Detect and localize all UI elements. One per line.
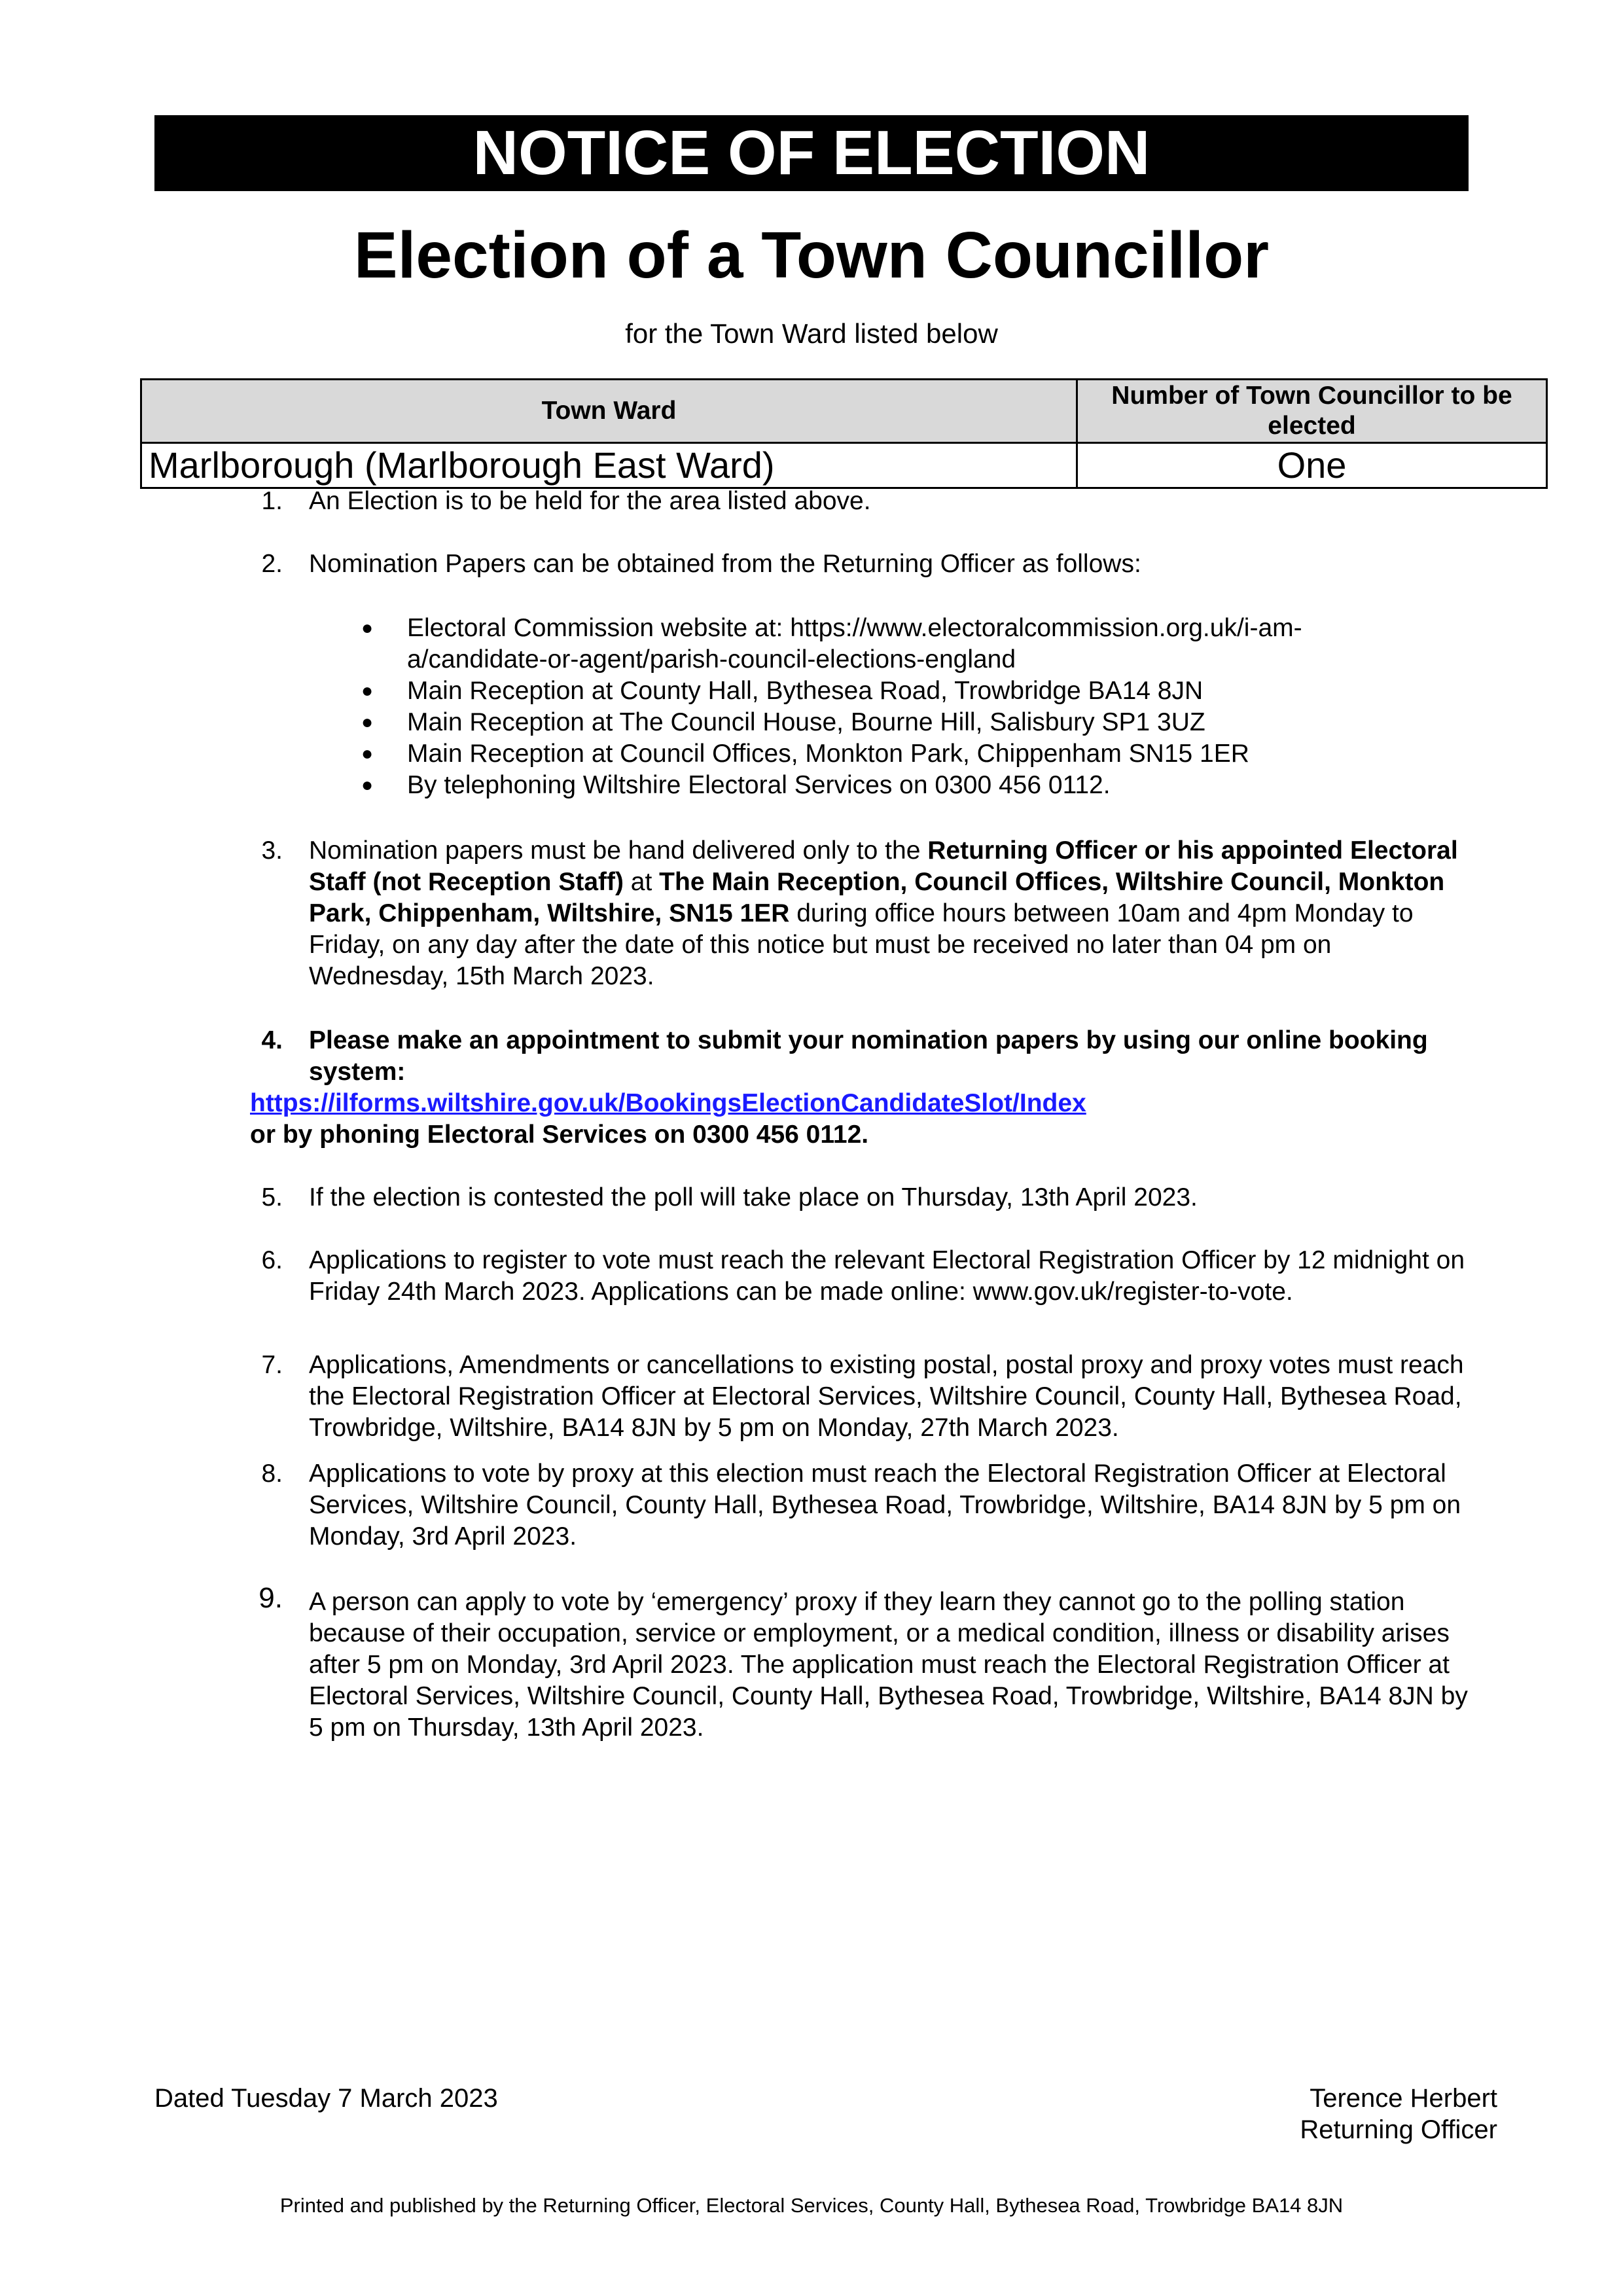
booking-link[interactable]: https://ilforms.wiltshire.gov.uk/BookingsElectionCandidateSlot/Index <box>250 1089 1086 1117</box>
page-title: Election of a Town Councillor <box>353 219 1270 292</box>
bullet-item-chippenham: Main Reception at Council Offices, Monkton Park, Chippenham SN15 1ER <box>407 740 1249 768</box>
ward-name-cell: Marlborough (Marlborough East Ward) <box>141 443 1077 488</box>
column-header-town-ward: Town Ward <box>141 380 1077 443</box>
item-3-address: The Main Reception, Council Offices, Wiltshire Council, Monkton Park, Chippenham, Wiltshire, SN15 1ER <box>309 868 1445 927</box>
item-3-part-e: during office hours between 10am and 4pm Monday to Friday, on any day after the date of this notice but must be received no later than 04 pm on Wednesday, 15th March 2023. <box>309 899 1414 990</box>
item-text-2: Nomination Papers can be obtained from the Returning Officer as follows: <box>309 550 1141 578</box>
item-text-6: Applications to register to vote must reach the relevant Electoral Registration Officer by 12 midnight on Friday 24th March 2023. Applications can be made online: www.gov.uk/register-to-vote. <box>309 1246 1465 1306</box>
bullet-item-salisbury: Main Reception at The Council House, Bourne Hill, Salisbury SP1 3UZ <box>407 708 1205 736</box>
bullet-item-trowbridge: Main Reception at County Hall, Bythesea Road, Trowbridge BA14 8JN <box>407 677 1204 705</box>
item-text-8: Applications to vote by proxy at this election must reach the Electoral Registration Officer at Electoral Services, Wiltshire Council, County Hall, Bythesea Road, Trowbridge, Wiltshire, BA14 8JN by 5 pm on Monday, 3rd April 2023. <box>309 1460 1461 1551</box>
item-3-part-c: at <box>623 868 660 896</box>
item-number-4: 4. <box>261 1026 283 1054</box>
bullet-icon: ● <box>361 743 374 764</box>
bullet-item-website: Electoral Commission website at: https://www.electoralcommission.org.uk/i-am- <box>407 614 1302 642</box>
table-header-row <box>141 380 1547 443</box>
item-3-part-a: Nomination papers must be hand delivered only to the <box>309 836 928 865</box>
bullet-icon: ● <box>361 680 374 702</box>
bullet-item-telephone: By telephoning Wiltshire Electoral Services on 0300 456 0112. <box>407 771 1111 799</box>
item-text-3 <box>309 835 1461 992</box>
item-text-1: An Election is to be held for the area listed above. <box>309 487 871 515</box>
item-text-4: Please make an appointment to submit your nomination papers by using our online booking system: <box>309 1026 1428 1086</box>
item-number-7: 7. <box>261 1351 283 1379</box>
item-number-1: 1. <box>261 487 283 515</box>
item-number-9: 9. <box>259 1582 283 1614</box>
item-number-6: 6. <box>261 1246 283 1274</box>
officer-role: Returning Officer <box>1300 2115 1497 2144</box>
bullet-icon: ● <box>361 617 374 639</box>
bullet-icon: ● <box>361 774 374 796</box>
item-number-2: 2. <box>261 550 283 578</box>
item-text-4-tail: or by phoning Electoral Services on 0300 456 0112. <box>250 1121 869 1149</box>
notice-banner: NOTICE OF ELECTION <box>154 115 1469 191</box>
ward-count-cell: One <box>1077 443 1547 488</box>
table-row <box>141 443 1547 488</box>
item-text-5: If the election is contested the poll will take place on Thursday, 13th April 2023. <box>309 1183 1198 1211</box>
ward-table <box>140 378 1548 489</box>
imprint-footer: Printed and published by the Returning Officer, Electoral Services, County Hall, Bythesea Road, Trowbridge BA14 8JN <box>279 2194 1344 2217</box>
item-number-8: 8. <box>261 1460 283 1488</box>
item-number-5: 5. <box>261 1183 283 1211</box>
item-text-9: A person can apply to vote by ‘emergency’ proxy if they learn they cannot go to the polling station because of their occupation, service or employment, or a medical condition, illness or disability arises after 5 pm on Monday, 3rd April 2023. The application must reach the Electoral Registration Officer at Electoral Services, Wiltshire Council, County Hall, Bythesea Road, Trowbridge, Wiltshire, BA14 8JN by 5 pm on Thursday, 13th April 2023. <box>309 1588 1468 1742</box>
item-text-7: Applications, Amendments or cancellations to existing postal, postal proxy and proxy votes must reach the Electoral Registration Officer at Electoral Services, Wiltshire Council, County Hall, Bythesea Road, Trowbridge, Wiltshire, BA14 8JN by 5 pm on Monday, 27th March 2023. <box>309 1351 1464 1442</box>
booking-link-line <box>250 1088 1493 1119</box>
page-subtitle: for the Town Ward listed below <box>625 318 998 349</box>
bullet-icon: ● <box>361 711 374 733</box>
officer-name: Terence Herbert <box>1310 2084 1497 2113</box>
column-header-number-to-elect: Number of Town Councillor to be elected <box>1077 380 1547 443</box>
item-3-returning-officer: Returning Officer or his appointed Electoral Staff (not Reception Staff) <box>309 836 1458 896</box>
bullet-item-website-cont: a/candidate-or-agent/parish-council-elections-england <box>407 645 1016 673</box>
dated-line: Dated Tuesday 7 March 2023 <box>154 2084 498 2113</box>
item-number-3: 3. <box>261 836 283 865</box>
